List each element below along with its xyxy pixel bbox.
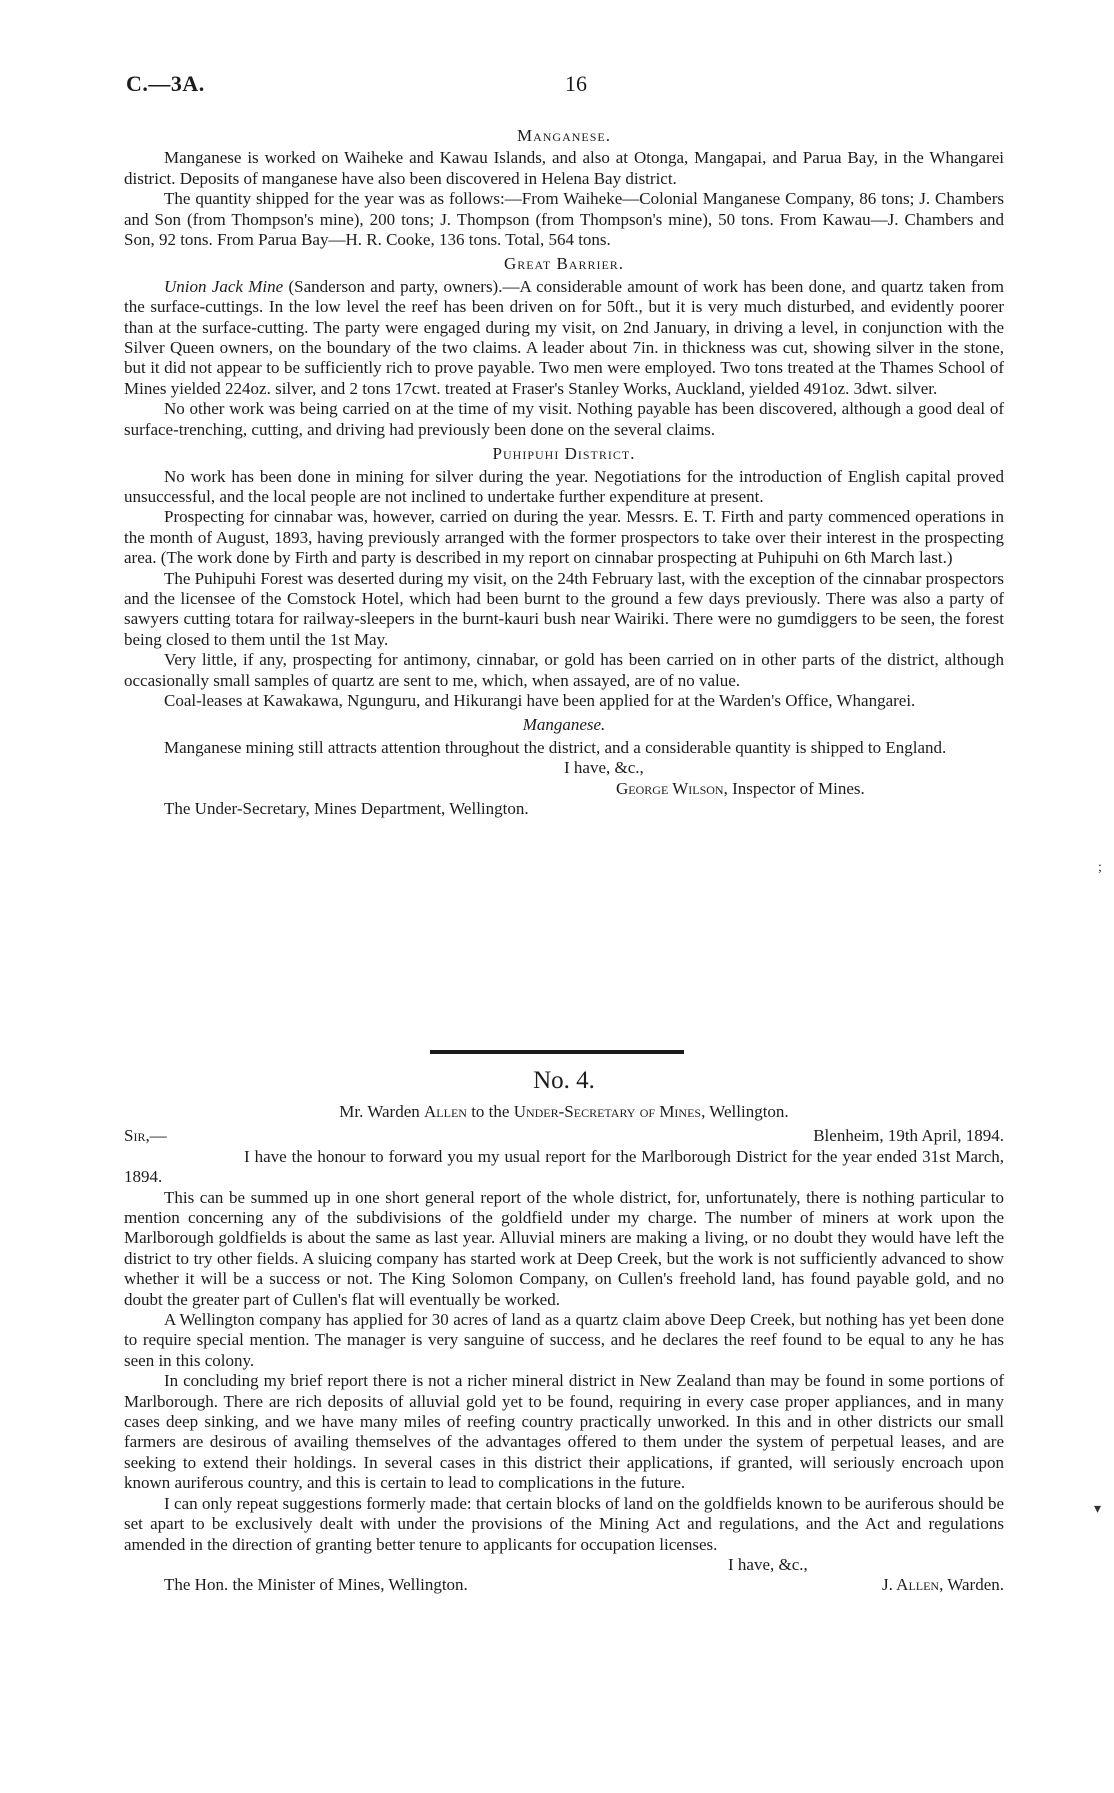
title-middle: to the [466,1102,514,1121]
paragraph: Manganese mining still attracts attention throughout the district, and a considerable quantity is shipped to England. [164,737,947,757]
paragraph: This can be summed up in one short general report of the whole district, for, unfortunately, there is nothing particular to mention concerning any of the subdivisions of the goldfield under my charge. The number of miners at work upon the Marlborough goldfields is about the same as last year. Alluvial miners are making a living, or no doubt they would have left the district to try other fields. A sluicing company has started work at Deep Creek, but the work is not sufficiently advanced to show whether it will be a success or not. The King Solomon Company, on Cullen's freehold land, has found payable gold, and no doubt the greater part of Cullen's flat will eventually be worked. [124,1187,1004,1309]
paragraph [124,277,1004,399]
section-divider [430,1050,684,1054]
paragraph: In concluding my brief report there is not a richer mineral district in New Zealand than may be found in some portions of Marlborough. There are rich deposits of alluvial gold yet to be found, requiring in every case proper appliances, and in many cases deep sinking, and we have many miles of reefing country practically unworked. In this and in other districts our small farmers are desirous of availing themselves of the advantages offered to them under the system of perpetual leases, and are seeking to extend their holdings. In several cases in this district their applications, if granted, will seriously encroach upon known auriferous country, and this is certain to lead to complications in the future. [124,1371,1004,1493]
letter-no-4 [124,1102,1004,1596]
place-date: Blenheim, 19th April, 1894. [813,1126,1004,1146]
paragraph: A Wellington company has applied for 30 acres of land as a quartz claim above Deep Creek, but nothing has yet been done to require special mention. The manager is very sanguine of success, and he declares the reef found to be equal to any he has seen in this colony. [124,1310,1004,1370]
paragraph: Prospecting for cinnabar was, however, carried on during the year. Messrs. E. T. Firth and party commenced operations in the month of August, 1893, having previously arranged with the former prospectors to take over their interest in the prospecting area. (The work done by Firth and party is described in my report on cinnabar prospecting at Puhipuhi on 6th March last.) [124,507,1004,568]
page-number: 16 [565,71,587,96]
section-heading-great-barrier: Great Barrier. [503,254,625,274]
paragraph-text: (Sanderson and party, owners).—A considerable amount of work has been done, and quartz taken from the surface-cuttings. In the low level the reef has been driven on for 50ft., but it is very much disturbed, and evidently poorer than at the surface-cutting. The party were engaged during my visit, on 2nd January, in driving a level, in conjunction with the Silver Queen owners, on the boundary of the two claims. A leader about 7in. in thickness was cut, showing silver in the stone, but it did not appear to be sufficiently rich to prove payable. Two men were employed. Two tons treated at the Thames School of Mines yielded 224oz. silver, and 2 tons 17cwt. treated at Fraser's Stanley Works, Auckland, yielded 491oz. 3dwt. silver. [124,276,1004,398]
salutation: Sir,— [124,1126,167,1146]
title-prefix: Mr. Warden [339,1102,425,1121]
paragraph: The quantity shipped for the year was as follows:—From Waiheke—Colonial Manganese Company, 86 tons; J. Chambers and Son (from Thompson's mine), 200 tons; J. Thompson (from Thompson's mine), 50 tons. From Kawau—J. Chambers and Son, 92 tons. From Parua Bay—H. R. Cooke, 136 tons. Total, 564 tons. [124,189,1004,250]
signature-title: , Warden. [939,1575,1004,1595]
paragraph: Very little, if any, prospecting for antimony, cinnabar, or gold has been carried on in other parts of the district, although occasionally small samples of quartz are sent to me, which, when assayed, are of no value. [124,650,1004,690]
addressee: The Under-Secretary, Mines Department, Wellington. [164,798,529,818]
paragraph: Manganese is worked on Waiheke and Kawau Islands, and also at Otonga, Mangapai, and Parua Bay, in the Whangarei district. Deposits of manganese have also been discovered in Helena Bay district. [124,148,1004,188]
section-heading-puhipuhi: Puhipuhi District. [492,444,636,464]
section-heading-manganese: Manganese. [516,126,612,145]
paragraph: The Puhipuhi Forest was deserted during my visit, on the 24th February last, with the exception of the cinnabar prospectors and the licensee of the Comstock Hotel, which had been burnt to the ground a few days previously. There was also a party of sawyers cutting totara for railway-sleepers in the burnt-kauri bush near Wairiki. There were no gumdiggers to be seen, the forest being closed to them until the 1st May. [124,568,1004,649]
title-suffix: , Wellington. [701,1102,789,1121]
letter-title [124,1102,1004,1122]
recipient-title: Under-Secretary of Mines [513,1102,702,1121]
warden-name: Allen [424,1102,467,1121]
document-reference: C.—3A. [126,71,205,96]
paragraph: I have the honour to forward you my usual report for the Marlborough District for the year ended 31st March, 1894. [124,1146,1004,1187]
paragraph: No other work was being carried on at the time of my visit. Nothing payable has been discovered, although a good deal of surface-trenching, cutting, and driving had previously been done on the several claims. [124,399,1004,439]
letter-number: No. 4. [533,1067,595,1094]
signature [882,1575,1004,1595]
closing: I have, &c., [564,758,644,778]
margin-mark: ▾ [1094,1502,1102,1517]
addressee-line [124,799,1004,819]
addressee: The Hon. the Minister of Mines, Wellington. [164,1575,468,1595]
signature-line [124,1575,1004,1595]
paragraph: No work has been done in mining for silver during the year. Negotiations for the introduction of English capital proved unsuccessful, and the local people are not inclined to undertake further expenditure at present. [124,466,1004,506]
report-continuation [124,122,1004,819]
margin-mark: ; [1098,860,1102,875]
mine-name: Union Jack Mine [164,276,284,296]
signature-line [124,779,1004,799]
paragraph: I can only repeat suggestions formerly made: that certain blocks of land on the goldfields known to be auriferous should be set apart to be exclusively dealt with under the provisions of the Mining Act and regulations, and the Act and regulations amended in the direction of granting better tenure to applicants for occupation licenses. [124,1493,1004,1554]
closing: I have, &c., [728,1554,808,1574]
signature-name: George Wilson [616,778,724,798]
paragraph: Coal-leases at Kawakawa, Ngunguru, and Hikurangi have been applied for at the Warden's Office, Whangarei. [164,690,916,710]
section-heading-manganese-italic: Manganese. [522,715,606,735]
page-header [126,71,1006,106]
salutation-line [124,1126,1004,1146]
closing-line [124,1555,1004,1575]
signature-name: J. Allen [881,1575,940,1595]
signature [616,779,865,799]
closing-line [124,758,1004,778]
signature-title: , Inspector of Mines. [723,778,865,798]
